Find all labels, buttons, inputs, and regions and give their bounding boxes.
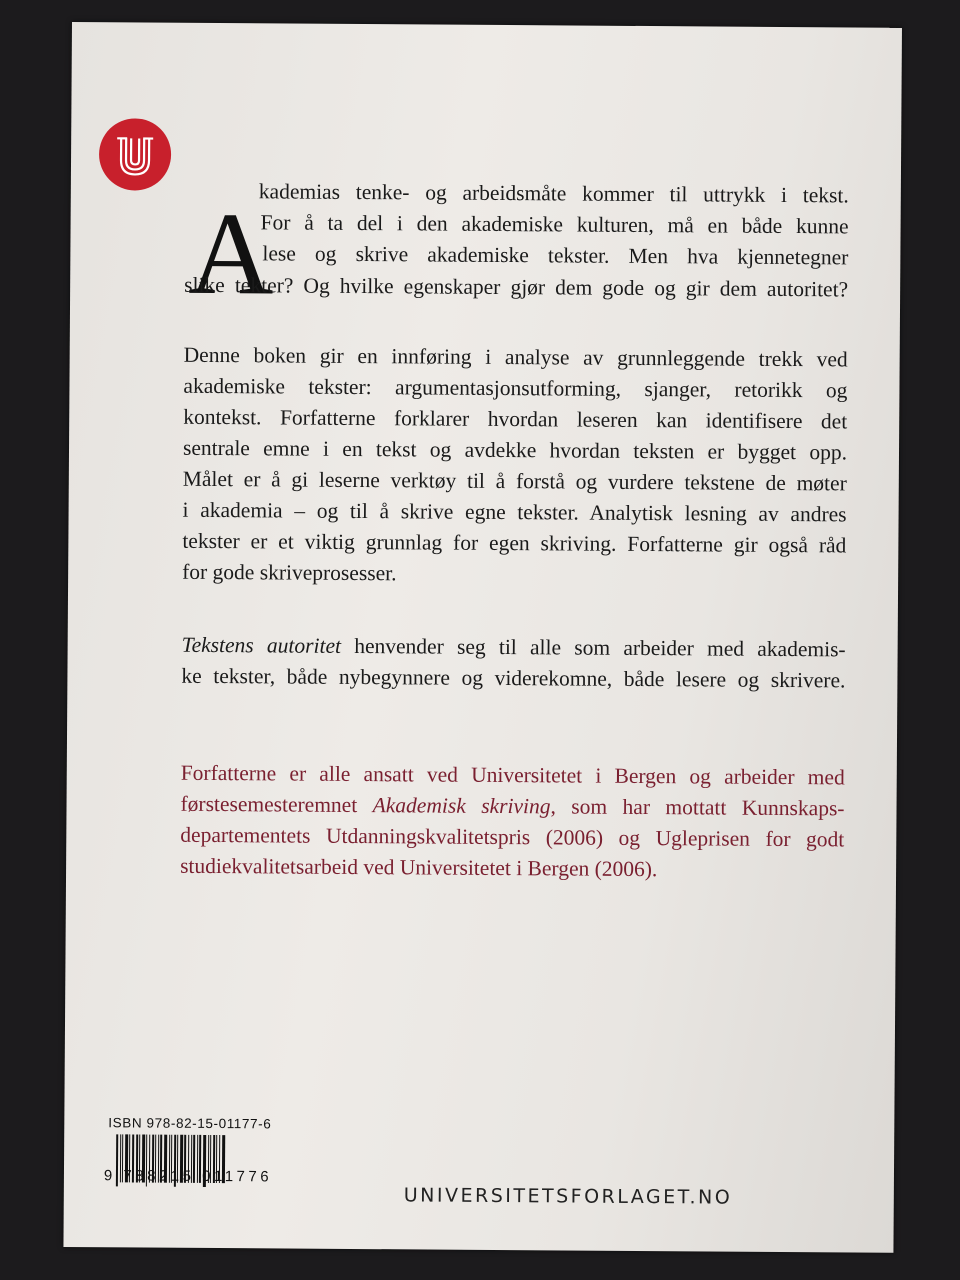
body-line: for gode skriveprosesser. xyxy=(182,559,397,586)
audience-text: henvender seg til alle som arbeider med akademis- xyxy=(340,633,846,662)
publisher-logo-icon xyxy=(99,118,172,191)
course-name: Akademisk skriving xyxy=(372,793,551,819)
audience-line: ke tekster, både nybegynnere og viderekomne, både lesere og skrivere. xyxy=(181,663,846,693)
audience-line xyxy=(182,633,846,663)
intro-line: For å ta del i den akademiske kulturen, må en både kunne xyxy=(260,210,849,239)
body-line: i akademia – og til å skrive egne tekster. Analytisk lesning av andres xyxy=(182,497,847,527)
authors-line: departementets Utdanningskvalitetspris (2006) og Ugleprisen for godt xyxy=(180,822,845,852)
body-line: sentrale emne i en tekst og avdekke hvordan teksten er bygget opp. xyxy=(182,435,848,465)
authors-line xyxy=(180,792,844,822)
body-line: Målet er å gi leserne verktøy til å forstå og vurdere tekstene de møter xyxy=(182,466,847,496)
isbn-label: ISBN 978-82-15-01177-6 xyxy=(108,1115,272,1132)
book-back-cover xyxy=(63,22,902,1253)
authors-text: , som har mottatt Kunnskaps- xyxy=(550,794,845,821)
body-line: kontekst. Forfatterne forklarer hvordan leseren kan identifisere det xyxy=(183,404,848,434)
body-line: akademiske tekster: argumentasjonsutforming, sjanger, retorikk og xyxy=(183,373,848,403)
drop-cap: A xyxy=(187,187,275,320)
intro-line: lese og skrive akademiske tekster. Men hva kjennetegner xyxy=(262,241,849,270)
book-title: Tekstens autoritet xyxy=(181,632,342,658)
intro-line: slike tekter? Og hvilke egenskaper gjør dem gode og gir dem autoritet? xyxy=(184,272,849,302)
authors-line: Forfatterne er alle ansatt ved Universitetet i Bergen og arbeider med xyxy=(180,760,845,790)
body-line: tekster er et viktig grunnlag for egen skriving. Forfatterne gir også råd xyxy=(182,528,847,558)
publisher-url: UNIVERSITETSFORLAGET.NO xyxy=(403,1184,733,1209)
barcode-digits: 9 788215 011776 xyxy=(103,1167,273,1186)
body-line: Denne boken gir en innføring i analyse av grunnleggende trekk ved xyxy=(183,342,848,372)
intro-line: kademias tenke- og arbeidsmåte kommer til uttrykk i tekst. xyxy=(258,179,849,208)
authors-text: førstesemesteremnet xyxy=(180,791,373,818)
authors-line: studiekvalitetsarbeid ved Universitetet i Bergen (2006). xyxy=(180,853,658,882)
